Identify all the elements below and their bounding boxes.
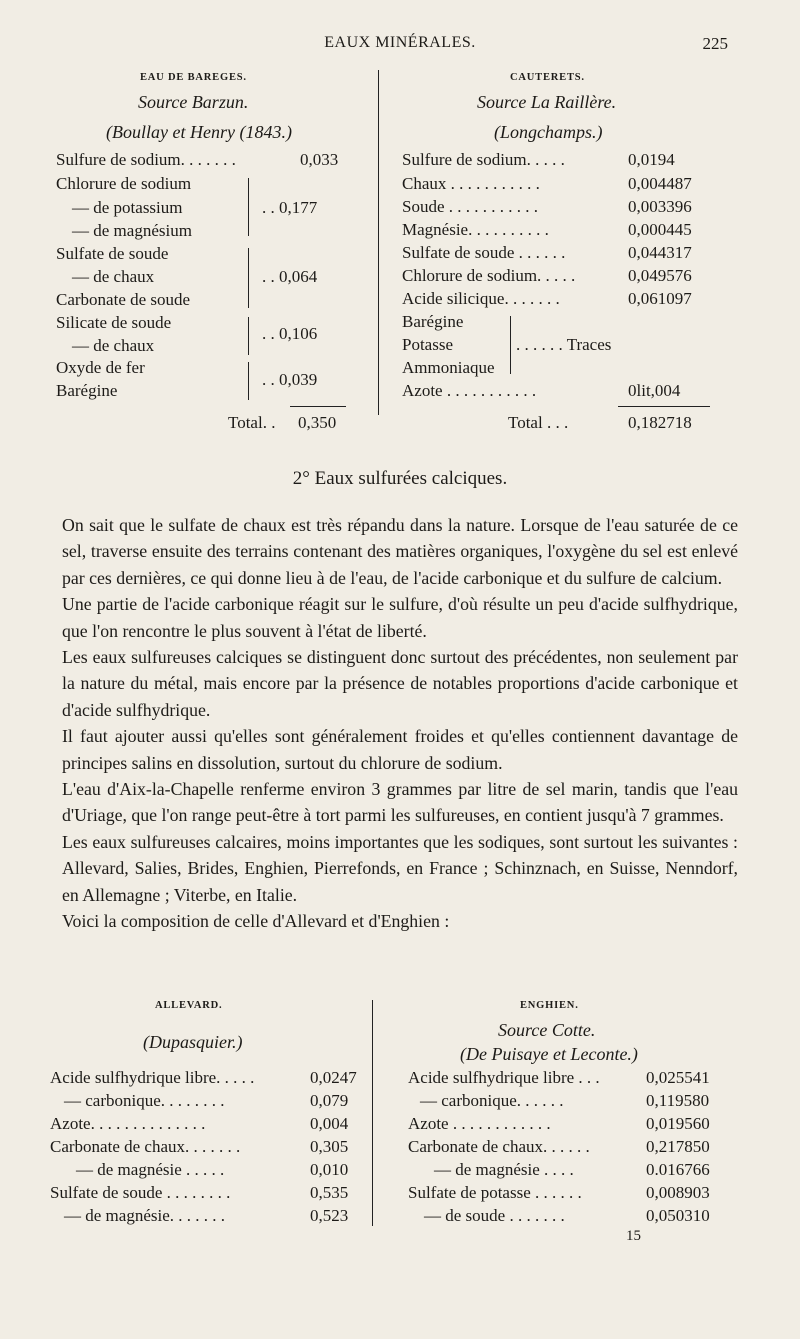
right-row-2-label: Chaux . . . . . . . . . . . xyxy=(402,174,540,193)
paragraph-2: Une partie de l'acide carbonique réagit sur le sulfure, d'où résulte un peu d'acide sulfhydrique, que l'on rencontre le plus souvent à l'état de liberté. xyxy=(62,594,738,641)
right-row-9-label: Potasse xyxy=(402,335,453,354)
left-row-5-label: Sulfate de soude xyxy=(56,244,169,263)
enghien-row-4-value: 0,217850 xyxy=(646,1137,710,1156)
allevard-place: ALLEVARD. xyxy=(155,1000,223,1011)
allevard-row-7-value: 0,523 xyxy=(310,1206,349,1225)
enghien-row-1-label: Acide sulfhydrique libre . . . xyxy=(408,1068,600,1087)
paragraph-3: Les eaux sulfureuses calciques se distinguent donc surtout des précédentes, non seulement par la nature du métal, mais encore par la présence de notables proportions d'acide carbonique et d'acide sulfhydrique. xyxy=(62,647,738,720)
right-row-7-value: 0,061097 xyxy=(628,289,692,308)
enghien-row-6-value: 0,008903 xyxy=(646,1183,710,1202)
left-row-4-label: — de magnésium xyxy=(72,221,192,240)
left-brace-2 xyxy=(248,248,249,308)
signature-mark: 15 xyxy=(626,1228,641,1244)
paragraph-4: Il faut ajouter aussi qu'elles sont généralement froides et qu'elles contiennent davantage de principes salins en dissolution, surtout du chlorure de sodium. xyxy=(62,726,738,773)
allevard-row-3-value: 0,004 xyxy=(310,1114,349,1133)
right-row-8-label: Barégine xyxy=(402,312,464,331)
left-row-6-label: — de chaux xyxy=(72,267,155,286)
left-row-2-label: Chlorure de sodium xyxy=(56,174,192,193)
left-author: (Boullay et Henry (1843.) xyxy=(106,122,292,142)
left-row-8-label: Silicate de soude xyxy=(56,313,172,332)
paragraph-1: On sait que le sulfate de chaux est très répandu dans la nature. Lorsque de l'eau saturée de ce sel, traverse ensuite des terrains contenant des matières organiques, l'oxygène du sel est enlevé par ces dernières, ce qui donne lieu à de l'eau, de l'acide carbonique et du sulfure de calcium. xyxy=(62,515,738,588)
right-row-5-label: Sulfate de soude . . . . . . xyxy=(402,243,566,262)
left-source: Source Barzun. xyxy=(138,92,249,112)
right-row-5-value: 0,044317 xyxy=(628,243,692,262)
right-row-2-value: 0,004487 xyxy=(628,174,692,193)
allevard-author: (Dupasquier.) xyxy=(143,1032,243,1052)
left-row-1-label: Sulfure de sodium. . . . . . . xyxy=(56,150,236,169)
enghien-place: ENGHIEN. xyxy=(520,1000,579,1011)
enghien-row-4-label: Carbonate de chaux. . . . . . xyxy=(408,1137,590,1156)
left-brace-4 xyxy=(248,362,249,400)
right-row-11-label: Azote . . . . . . . . . . . xyxy=(402,381,537,400)
left-brace-1 xyxy=(248,178,249,236)
left-row-3-value: . . 0,177 xyxy=(262,198,318,217)
right-total-label: Total . . . xyxy=(508,413,569,432)
right-row-7-label: Acide silicique. . . . . . . xyxy=(402,289,560,308)
right-row-4-value: 0,000445 xyxy=(628,220,692,239)
enghien-row-2-label: — carbonique. . . . . . xyxy=(420,1091,564,1110)
right-row-3-label: Soude . . . . . . . . . . . xyxy=(402,197,538,216)
right-source: Source La Raillère. xyxy=(477,92,617,112)
section-title-text: 2° Eaux sulfurées calciques. xyxy=(292,468,508,489)
paragraph-6: Les eaux sulfureuses calcaires, moins importantes que les sodiques, sont surtout les suivantes : Allevard, Salies, Brides, Enghien, Pierrefonds, en France ; Schinznach, en Suisse, Nenndorf, en Allemagne ; Viterbe, en Italie. xyxy=(62,831,738,905)
allevard-row-1-label: Acide sulfhydrique libre. . . . . xyxy=(50,1068,255,1087)
enghien-source: Source Cotte. xyxy=(498,1020,596,1040)
enghien-author: (De Puisaye et Leconte.) xyxy=(460,1044,638,1064)
enghien-row-3-value: 0,019560 xyxy=(646,1114,710,1133)
enghien-row-5-label: — de magnésie . . . . xyxy=(434,1160,574,1179)
running-header: EAUX MINÉRALES. xyxy=(324,34,476,51)
left-row-11-label: Barégine xyxy=(56,381,118,400)
left-row-9-label: — de chaux xyxy=(72,336,155,355)
allevard-row-7-label: — de magnésie. . . . . . . xyxy=(64,1206,225,1225)
left-row-11-value: . . 0,039 xyxy=(262,370,318,389)
allevard-row-4-value: 0,305 xyxy=(310,1137,349,1156)
right-brace xyxy=(510,316,511,374)
right-row-1-label: Sulfure de sodium. . . . . xyxy=(402,150,565,169)
right-place: CAUTERETS. xyxy=(510,72,585,83)
allevard-row-5-label: — de magnésie . . . . . xyxy=(76,1160,225,1179)
body-text xyxy=(62,512,738,935)
right-author: (Longchamps.) xyxy=(494,122,603,142)
enghien-row-3-label: Azote . . . . . . . . . . . . xyxy=(408,1114,551,1133)
right-row-11-value: 0lit,004 xyxy=(628,381,681,400)
left-row-9-value: . . 0,106 xyxy=(262,324,318,343)
left-row-3-label: — de potassium xyxy=(72,198,183,217)
right-total-rule xyxy=(618,406,710,407)
enghien-row-7-value: 0,050310 xyxy=(646,1206,710,1225)
right-row-9-value: . . . . . . Traces xyxy=(516,335,612,354)
enghien-row-2-value: 0,119580 xyxy=(646,1091,710,1110)
section-title xyxy=(0,468,800,490)
enghien-row-7-label: — de soude . . . . . . . xyxy=(424,1206,565,1225)
enghien-row-6-label: Sulfate de potasse . . . . . . xyxy=(408,1183,582,1202)
allevard-row-4-label: Carbonate de chaux. . . . . . . xyxy=(50,1137,241,1156)
left-place: EAU DE BAREGES. xyxy=(140,72,247,83)
allevard-row-6-label: Sulfate de soude . . . . . . . . xyxy=(50,1183,231,1202)
right-total-value: 0,182718 xyxy=(628,413,692,432)
allevard-row-3-label: Azote. . . . . . . . . . . . . . xyxy=(50,1114,206,1133)
right-row-6-label: Chlorure de sodium. . . . . xyxy=(402,266,576,285)
right-row-4-label: Magnésie. . . . . . . . . . xyxy=(402,220,549,239)
right-row-3-value: 0,003396 xyxy=(628,197,692,216)
right-row-6-value: 0,049576 xyxy=(628,266,692,285)
right-row-1-value: 0,0194 xyxy=(628,150,675,169)
allevard-row-2-label: — carbonique. . . . . . . . xyxy=(64,1091,225,1110)
paragraph-7: Voici la composition de celle d'Allevard et d'Enghien : xyxy=(62,911,450,932)
right-row-10-label: Ammoniaque xyxy=(402,358,495,377)
allevard-row-1-value: 0,0247 xyxy=(310,1068,357,1087)
left-row-1-value: 0,033 xyxy=(300,150,339,169)
left-total-rule xyxy=(290,406,346,407)
page-number: 225 xyxy=(702,34,728,53)
column-divider-bottom xyxy=(372,1000,373,1226)
left-brace-3 xyxy=(248,317,249,355)
enghien-row-5-value: 0.016766 xyxy=(646,1160,710,1179)
allevard-row-5-value: 0,010 xyxy=(310,1160,349,1179)
column-divider-top xyxy=(378,70,379,415)
allevard-row-2-value: 0,079 xyxy=(310,1091,349,1110)
left-total-label: Total. . xyxy=(228,413,276,432)
left-row-7-label: Carbonate de soude xyxy=(56,290,191,309)
left-row-6-value: . . 0,064 xyxy=(262,267,318,286)
enghien-row-1-value: 0,025541 xyxy=(646,1068,710,1087)
left-row-10-label: Oxyde de fer xyxy=(56,358,145,377)
paragraph-5: L'eau d'Aix-la-Chapelle renferme environ 3 grammes par litre de sel marin, tandis que l'eau d'Uriage, que l'on range peut-être à tort parmi les sulfureuses, en contient jusqu'à 7 grammes. xyxy=(62,779,738,826)
allevard-row-6-value: 0,535 xyxy=(310,1183,349,1202)
left-total-value: 0,350 xyxy=(298,413,337,432)
